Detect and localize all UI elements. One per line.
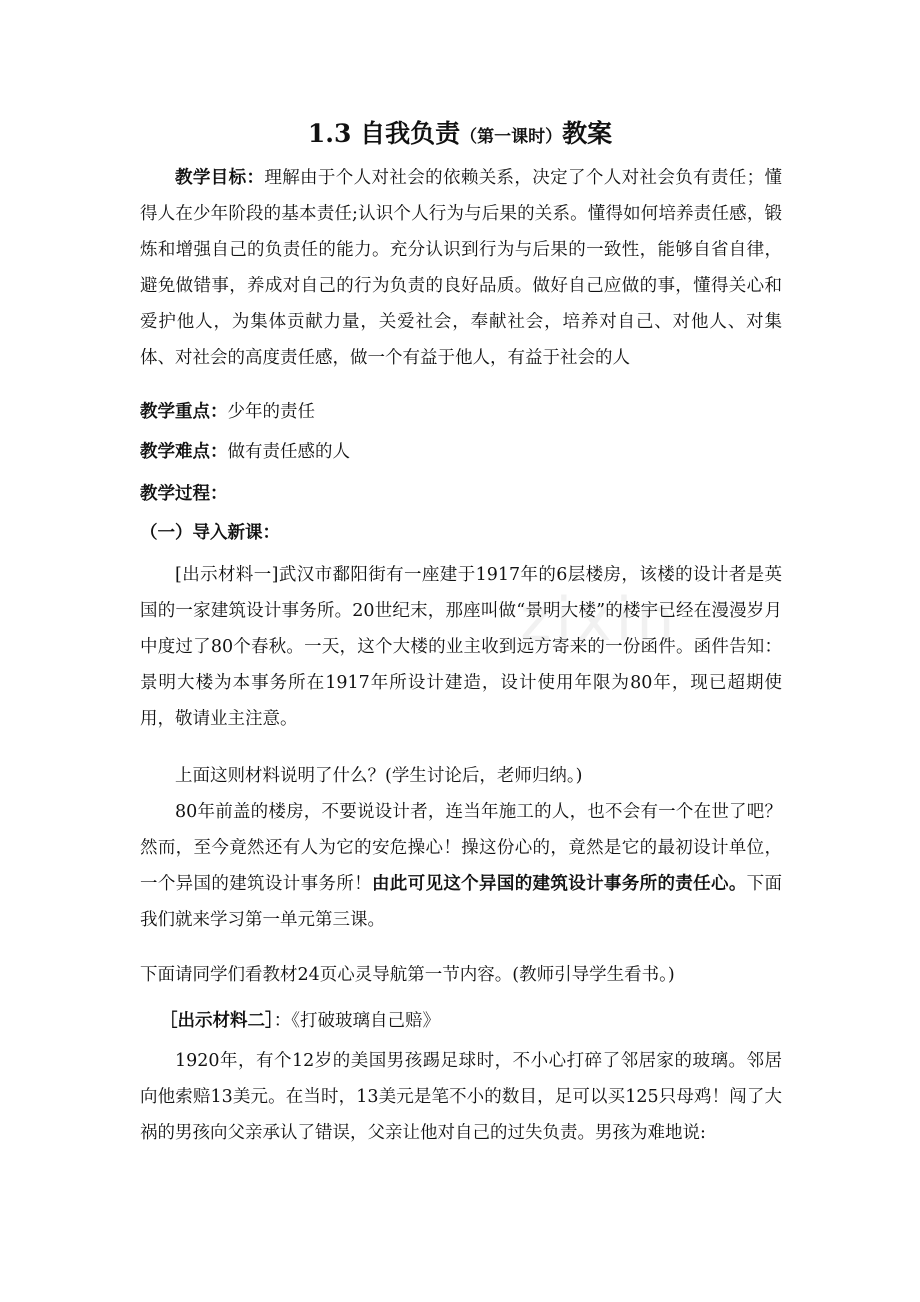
textbook-guide: 下面请同学们看教材24页心灵导航第一节内容。(教师引导学生看书。) [140,965,675,985]
material-one [140,557,782,737]
analysis-text: 80年前盖的楼房，不要说设计者，连当年施工的人，也不会有一个在世了吧？然而，至今竟然还有人为它的安危操心！操这份心的，竟然是它的最初设计单位，一个异国的建筑设计事务所！ [140,802,782,894]
title-suffix: 教案 [562,119,613,148]
material-two-text: 1920年，有个12岁的美国男孩踢足球时，不小心打碎了邻居家的玻璃。邻居向他索赔13美元。在当时，13美元是笔不小的数目，足可以买125只母鸡！闯了大祸的男孩向父亲承认了错误，父亲让他对自己的过失负责。男孩为难地说: [140,1051,782,1143]
goals-text: 理解由于个人对社会的依赖关系，决定了个人对社会负有责任；懂得人在少年阶段的基本责任;认识个人行为与后果的关系。懂得如何培养责任感，锻炼和增强自己的负责任的能力。充分认识到行为与后果的一致性，能够自省自律，避免做错事，养成对自己的行为负责的良好品质。做好自己应做的事，懂得关心和爱护他人，为集体贡献力量，关爱社会，奉献社会，培养对自己、对他人、对集体、对社会的高度责任感，做一个有益于他人，有益于社会的人 [140,168,783,368]
difficulty-text: 做有责任感的人 [227,442,350,462]
material-two-title: 《打破玻璃自己赔》 [291,1011,440,1031]
material-one-text: 武汉市鄱阳街有一座建于1917年的6层楼房，该楼的设计者是英国的一家建筑设计事务所。20世纪末，那座叫做“景明大楼”的楼宇已经在漫漫岁月中度过了80个春秋。一天，这个大楼的业主收到远方寄来的一份函件。函件告知：景明大楼为本事务所在1917年所设计建造，设计使用年限为80年，现已超期使用，敬请业主注意。 [140,565,783,729]
material-two-label: ［出示材料二］ [160,1011,274,1031]
page-title [0,116,920,155]
title-main: 1.3 自我负责 [307,119,461,148]
question-one: 上面这则材料说明了什么？(学生讨论后，老师归纳。) [175,766,583,786]
section-intro-heading: （一）导入新课： [140,523,280,543]
teaching-goals [140,160,782,376]
watermark: zixin [520,585,679,655]
analysis-end: 下面我们就来学习第一单元第三课。 [140,874,783,930]
analysis-bold: 由此可见这个异国的建筑设计事务所的责任心。 [371,874,747,894]
goals-label: 教学目标： [175,168,265,188]
title-lesson-note: （第一课时） [460,127,563,147]
teaching-difficulty [140,437,800,467]
teaching-focus [140,397,800,427]
teaching-process-heading: 教学过程： [140,484,228,504]
focus-label: 教学重点： [140,402,228,422]
analysis-paragraph [140,794,782,938]
focus-text: 少年的责任 [227,402,315,422]
material-one-label: [出示材料一] [175,565,279,585]
difficulty-label: 教学难点： [140,442,228,462]
material-two-heading [160,1006,820,1036]
material-two-sep: ： [273,1011,292,1031]
